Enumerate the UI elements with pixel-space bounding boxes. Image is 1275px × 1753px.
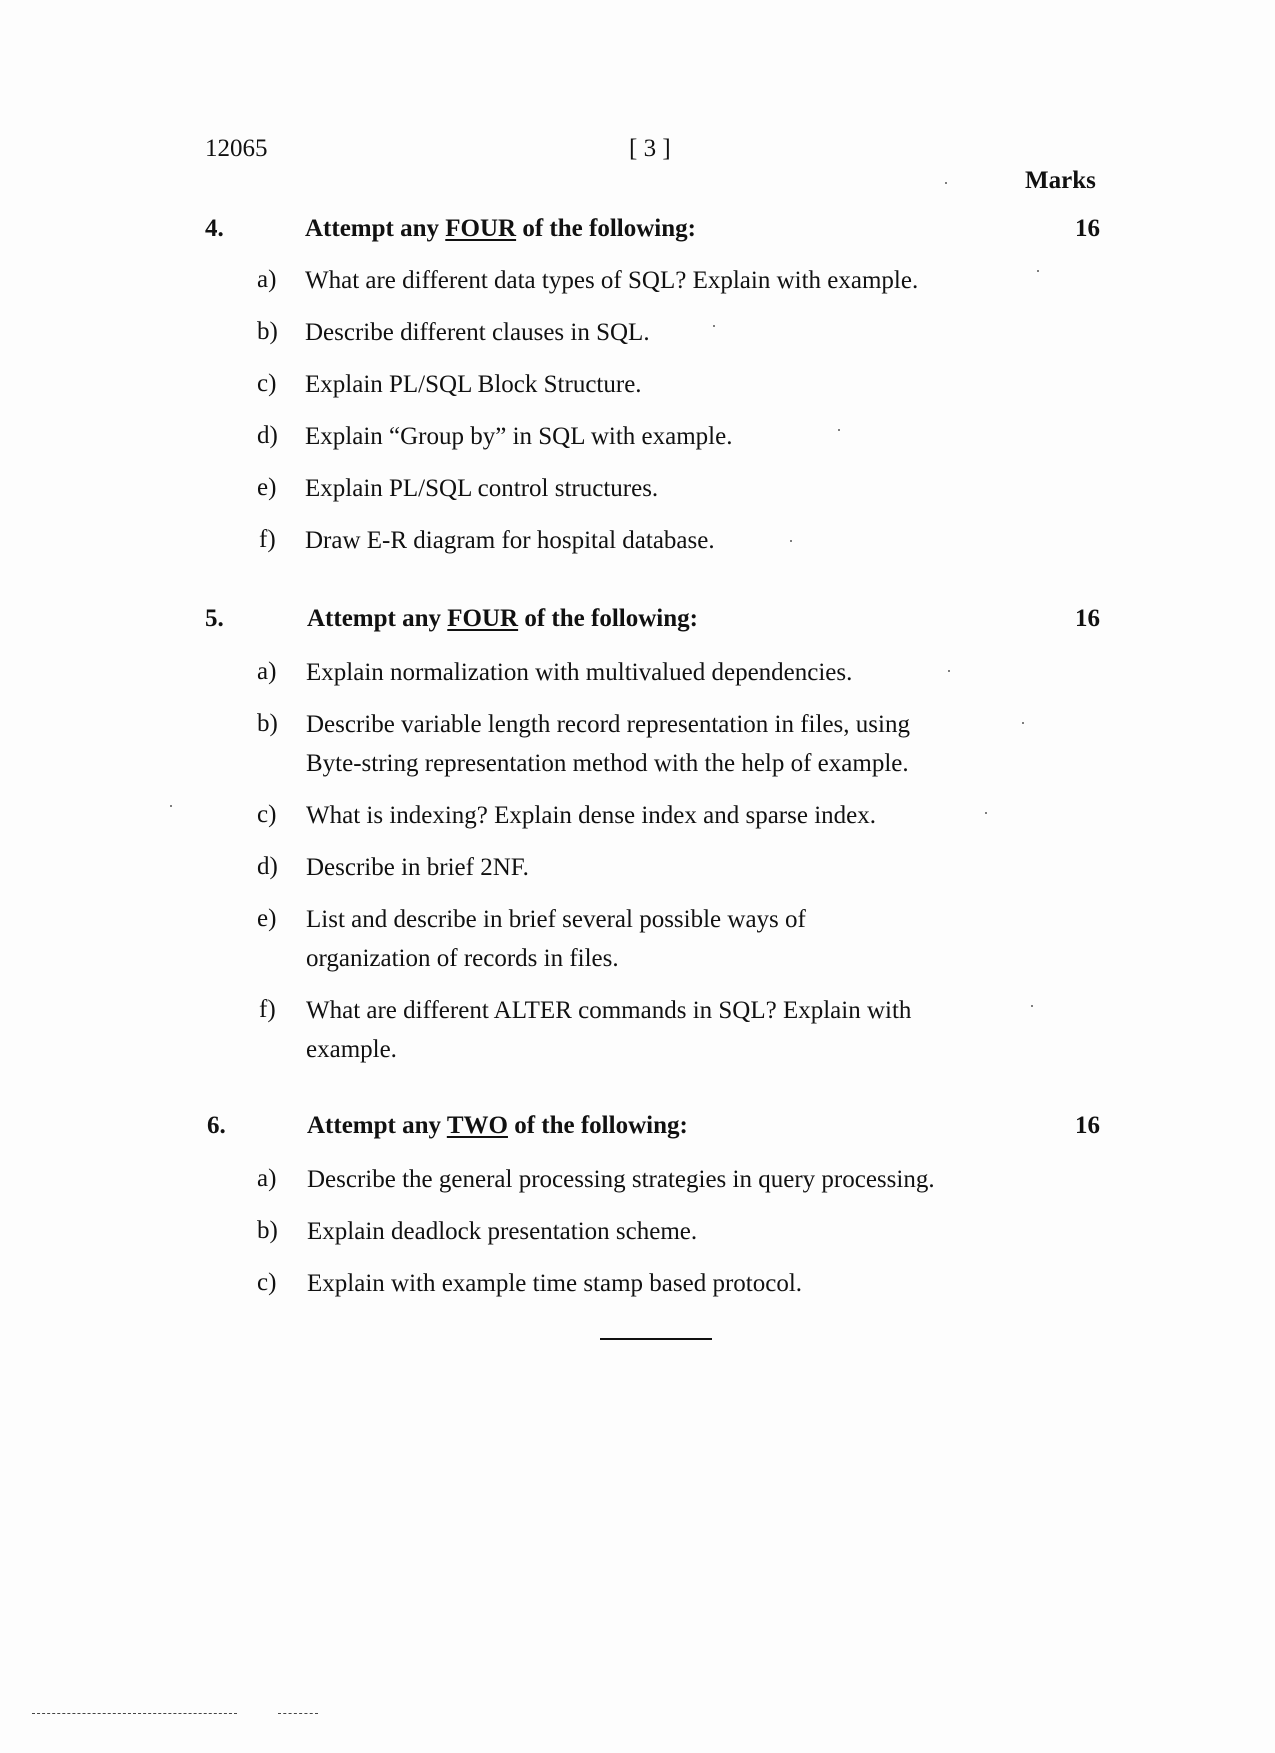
page-number: [ 3 ] — [629, 135, 671, 162]
scan-artifact-line — [32, 1713, 237, 1715]
question-number: 4. — [205, 215, 224, 242]
item-letter: c) — [257, 1269, 277, 1296]
question-heading — [307, 1112, 688, 1140]
item-letter: d) — [257, 853, 278, 880]
item-letter: f) — [259, 526, 276, 553]
item-text: What are different ALTER commands in SQL? Explain with — [306, 997, 912, 1024]
scan-speck — [985, 812, 987, 814]
item-text: Explain with example time stamp based protocol. — [307, 1270, 803, 1297]
scan-speck — [1037, 270, 1039, 272]
item-letter: d) — [257, 422, 278, 449]
heading-key: FOUR — [447, 605, 519, 632]
heading-key: FOUR — [445, 215, 517, 242]
heading-pre: Attempt any — [307, 605, 442, 632]
heading-post: of the following: — [514, 1112, 688, 1139]
scan-speck — [790, 540, 792, 542]
heading-pre: Attempt any — [305, 215, 440, 242]
question-marks: 16 — [1075, 215, 1100, 242]
item-letter: e) — [257, 905, 277, 932]
scan-speck — [713, 325, 715, 327]
item-letter: c) — [257, 801, 277, 828]
question-heading — [305, 215, 696, 243]
item-text: Explain PL/SQL Block Structure. — [305, 371, 642, 398]
item-text: Describe in brief 2NF. — [306, 854, 529, 881]
question-marks: 16 — [1075, 1112, 1100, 1139]
item-text: Draw E-R diagram for hospital database. — [305, 527, 715, 554]
item-text: Describe different clauses in SQL. — [305, 319, 650, 346]
end-rule — [600, 1338, 712, 1340]
item-letter: a) — [257, 266, 277, 293]
item-text: Describe variable length record representation in files, using — [306, 711, 910, 738]
scan-speck — [1022, 722, 1024, 724]
question-number: 6. — [207, 1112, 226, 1139]
item-text: Explain normalization with multivalued dependencies. — [306, 659, 853, 686]
question-number: 5. — [205, 605, 224, 632]
marks-column-label: Marks — [1025, 167, 1096, 194]
scan-speck — [948, 670, 950, 672]
item-text-continued: organization of records in files. — [306, 945, 619, 972]
scan-speck — [1031, 1005, 1033, 1007]
paper-code: 12065 — [205, 135, 268, 162]
item-text: Explain “Group by” in SQL with example. — [305, 423, 733, 450]
item-text: Describe the general processing strategies in query processing. — [307, 1166, 935, 1193]
item-letter: b) — [257, 318, 278, 345]
heading-post: of the following: — [524, 605, 698, 632]
item-text: Explain deadlock presentation scheme. — [307, 1218, 698, 1245]
question-marks: 16 — [1075, 605, 1100, 632]
item-letter: c) — [257, 370, 277, 397]
item-letter: f) — [259, 996, 276, 1023]
item-text: Explain PL/SQL control structures. — [305, 475, 659, 502]
item-text-continued: Byte-string representation method with the help of example. — [306, 750, 909, 777]
question-heading — [307, 605, 698, 633]
scan-speck — [170, 805, 172, 807]
scan-speck — [945, 182, 947, 184]
scan-artifact-line — [278, 1713, 318, 1715]
scan-speck — [838, 429, 840, 431]
item-letter: b) — [257, 710, 278, 737]
item-letter: b) — [257, 1217, 278, 1244]
item-text-continued: example. — [306, 1036, 397, 1063]
item-letter: e) — [257, 474, 277, 501]
item-text: What are different data types of SQL? Explain with example. — [305, 267, 919, 294]
item-letter: a) — [257, 1165, 277, 1192]
item-text: List and describe in brief several possible ways of — [306, 906, 806, 933]
item-text: What is indexing? Explain dense index and sparse index. — [306, 802, 876, 829]
heading-pre: Attempt any — [307, 1112, 442, 1139]
heading-key: TWO — [446, 1112, 508, 1139]
heading-post: of the following: — [522, 215, 696, 242]
item-letter: a) — [257, 658, 277, 685]
